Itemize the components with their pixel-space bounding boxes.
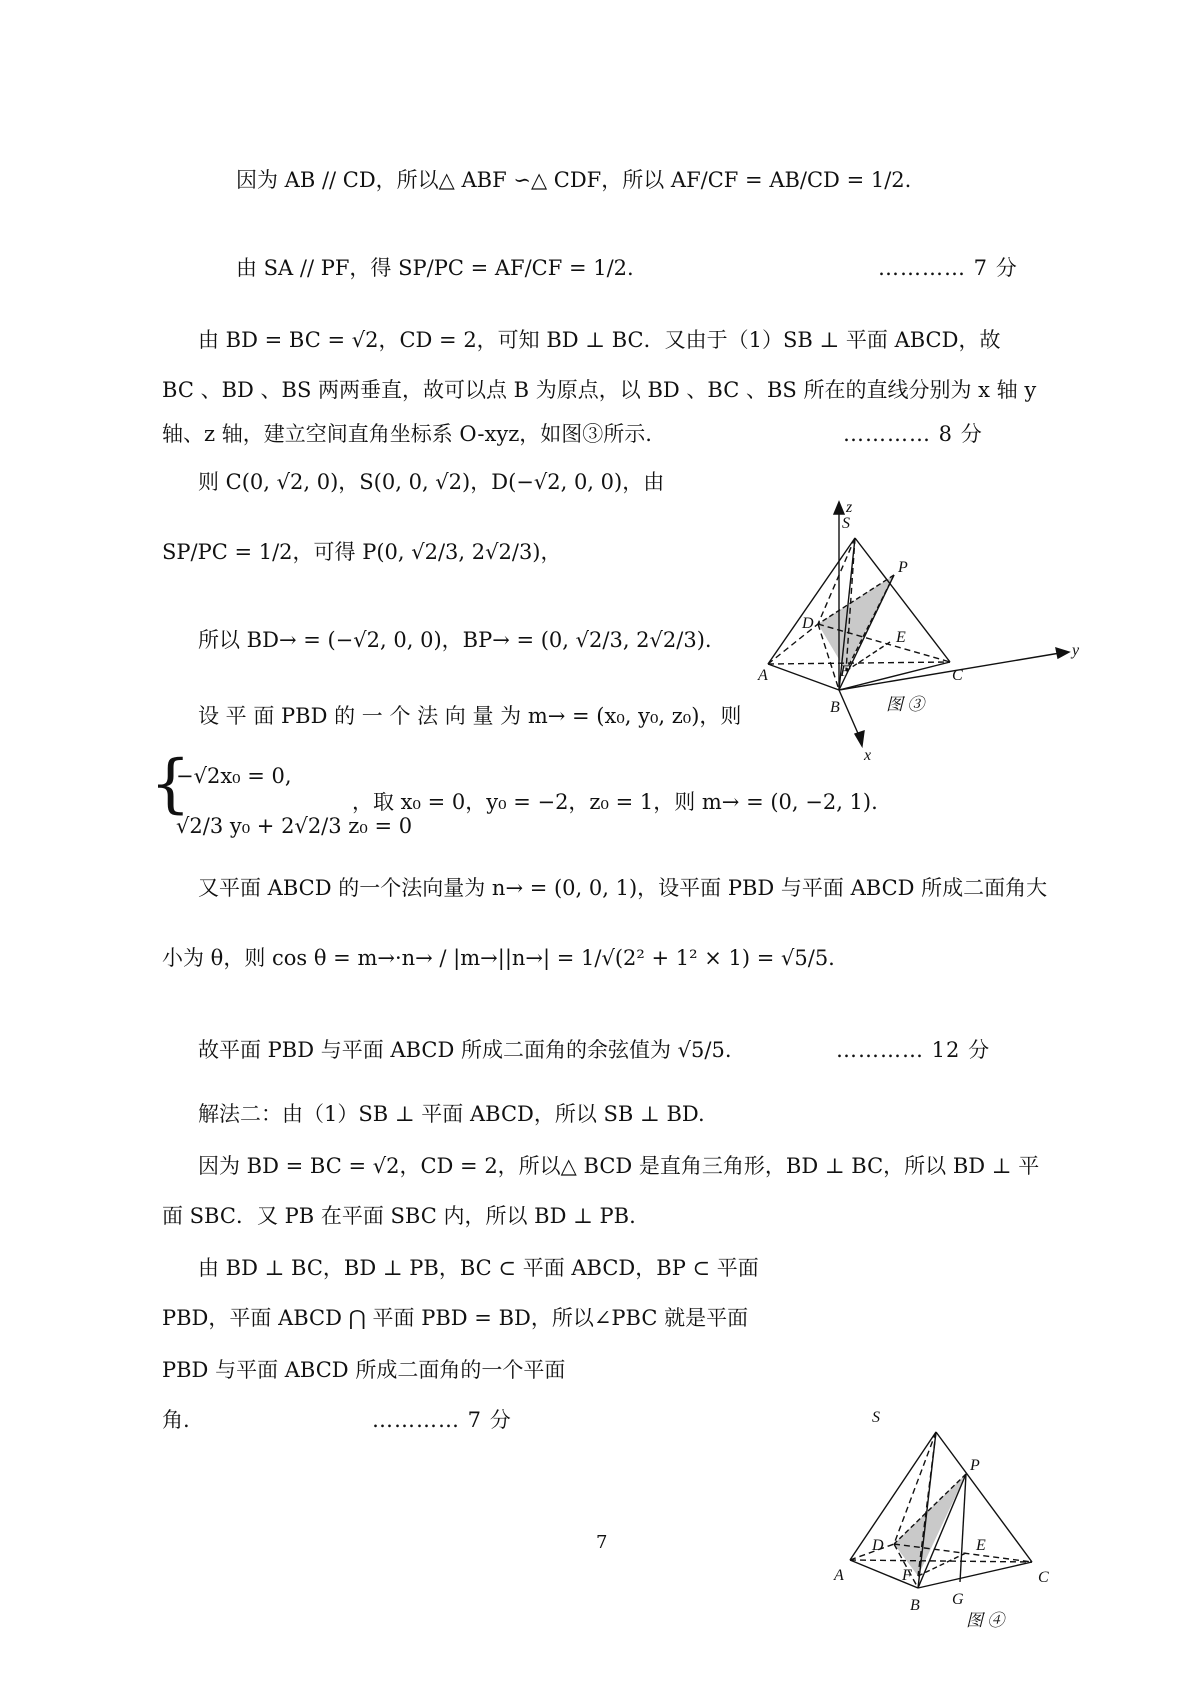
fig3-label-p: P: [898, 559, 908, 576]
line-13-score: ………… 12 分: [836, 1038, 991, 1062]
line-4: BC 、BD 、BS 两两垂直，故可以点 B 为原点，以 BD 、BC 、BS 所在的直线分别为 x 轴 y: [162, 378, 1037, 402]
line-9: 设 平 面 PBD 的 一 个 法 向 量 为 m→ = (x₀, y₀, z₀)，则: [198, 704, 742, 728]
fig3-label-f: F: [840, 663, 850, 680]
fig3-label-b: B: [830, 699, 840, 716]
fig4-label-d: D: [872, 1537, 884, 1554]
line-18: PBD，平面 ABCD ⋂ 平面 PBD = BD，所以∠PBC 就是平面: [162, 1306, 749, 1330]
fig3-label-d: D: [802, 615, 814, 632]
fig3-label-y: y: [1072, 642, 1080, 659]
line-15: 因为 BD = BC = √2，CD = 2，所以△ BCD 是直角三角形，BD ⊥ BC，所以 BD ⊥ 平: [198, 1154, 1040, 1178]
system-eq-1: −√2x₀ = 0,: [176, 764, 292, 788]
page-number: 7: [596, 1532, 608, 1553]
line-17: 由 BD ⊥ BC，BD ⊥ PB，BC ⊂ 平面 ABCD，BP ⊂ 平面: [198, 1256, 759, 1280]
fig3-label-s: S: [842, 515, 850, 532]
fig3-label-x: x: [864, 747, 872, 764]
fig4-label-p: P: [970, 1457, 980, 1474]
line-19: PBD 与平面 ABCD 所成二面角的一个平面: [162, 1358, 566, 1382]
figure-3-caption: 图 ③: [886, 695, 925, 714]
fig4-label-g: G: [952, 1591, 964, 1608]
fig4-label-e: E: [976, 1537, 986, 1554]
line-11: 又平面 ABCD 的一个法向量为 n→ = (0, 0, 1)，设平面 PBD 与平面 ABCD 所成二面角大: [198, 876, 1048, 900]
system-brace: {: [150, 747, 191, 821]
fig3-label-a: A: [758, 667, 768, 684]
fig3-label-z: z: [846, 499, 853, 516]
line-20: 角.: [162, 1408, 190, 1432]
line-6: 则 C(0, √2, 0)，S(0, 0, √2)，D(−√2, 0, 0)，由: [198, 470, 665, 494]
line-2-score: ………… 7 分: [878, 256, 1018, 280]
figure-3: [760, 500, 1100, 800]
line-7: SP/PC = 1/2，可得 P(0, √2/3, 2√2/3)，: [162, 540, 562, 564]
line-5: 轴、z 轴，建立空间直角坐标系 O-xyz，如图③所示.: [162, 422, 652, 446]
fig4-label-a: A: [834, 1567, 844, 1584]
line-10-rest: ，取 x₀ = 0，y₀ = −2，z₀ = 1，则 m→ = (0, −2, 1).: [352, 790, 878, 814]
line-2: 由 SA // PF，得 SP/PC = AF/CF = 1/2.: [236, 256, 634, 280]
line-13: 故平面 PBD 与平面 ABCD 所成二面角的余弦值为 √5/5.: [198, 1038, 732, 1062]
line-5-score: ………… 8 分: [843, 422, 983, 446]
figure-4-caption: 图 ④: [966, 1611, 1005, 1630]
line-12: 小为 θ，则 cos θ = m→·n→ / |m→||n→| = 1/√(2² + 1² × 1) = √5/5.: [162, 946, 835, 970]
fig3-label-c: C: [952, 667, 963, 684]
line-14: 解法二：由（1）SB ⊥ 平面 ABCD，所以 SB ⊥ BD.: [198, 1102, 705, 1126]
fig4-label-s: S: [872, 1409, 880, 1426]
fig4-label-b: B: [910, 1597, 920, 1614]
line-8: 所以 BD→ = (−√2, 0, 0)，BP→ = (0, √2/3, 2√2/3).: [198, 628, 712, 652]
fig4-label-c: C: [1038, 1569, 1049, 1586]
fig3-label-e: E: [896, 629, 906, 646]
fig4-label-f: F: [902, 1567, 912, 1584]
figure-4: [836, 1404, 1106, 1684]
line-1: 因为 AB // CD，所以△ ABF ∽△ CDF，所以 AF/CF = AB/CD = 1/2.: [236, 168, 912, 192]
line-16: 面 SBC．又 PB 在平面 SBC 内，所以 BD ⊥ PB.: [162, 1204, 636, 1228]
system-eq-2: √2/3 y₀ + 2√2/3 z₀ = 0: [176, 814, 413, 838]
line-3: 由 BD = BC = √2，CD = 2，可知 BD ⊥ BC．又由于（1）SB ⊥ 平面 ABCD，故: [198, 328, 1001, 352]
line-20-score: ………… 7 分: [372, 1408, 512, 1432]
